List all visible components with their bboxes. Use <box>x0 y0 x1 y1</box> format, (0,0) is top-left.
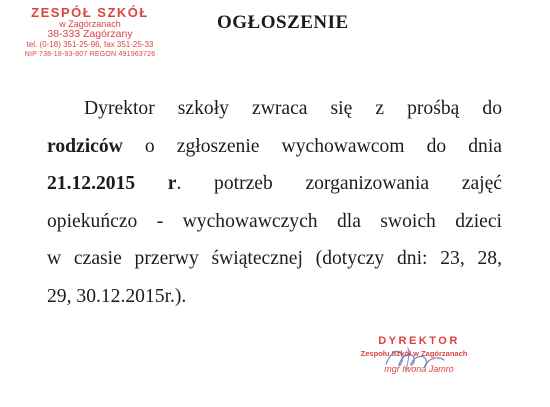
stamp-school-name: ZESPÓŁ SZKÓŁ <box>31 5 149 20</box>
body-emphasis-date: 21.12.2015 r <box>47 173 177 195</box>
stamp-phone-fax: tel. (0-18) 351-25-96, fax 351-25-33 <box>26 40 154 50</box>
body-line-3 <box>47 165 502 203</box>
stamp-nip-regon: NIP 738-18-93-807 REGON 491963726 <box>24 51 156 59</box>
body-line-1: Dyrektor szkoły zwraca się z prośbą do <box>84 98 502 119</box>
body-line-3-rest: . potrzeb zorganizowania zajęć <box>176 173 502 195</box>
body-line-2 <box>47 128 502 166</box>
body-line-4: opiekuńczo - wychowawczych dla swoich dzieci <box>47 210 502 232</box>
body-line-2-rest: o zgłoszenie wychowawcom do dnia <box>122 135 502 157</box>
body-line-5: w czasie przerwy świątecznej (dotyczy dni: 23, 28, <box>47 248 502 270</box>
announcement-body <box>47 90 502 316</box>
page-title: OGŁOSZENIE <box>217 12 349 33</box>
school-stamp <box>0 6 180 59</box>
body-line-6: 29, 30.12.2015r.). <box>47 285 187 307</box>
body-emphasis-parents: rodziców <box>47 135 123 157</box>
handwritten-signature <box>378 340 458 376</box>
director-title: DYREKTOR <box>378 335 460 347</box>
stamp-postal-address: 38-333 Zagórzany <box>47 28 133 41</box>
director-name: mgr Iwona Jamro <box>384 364 454 375</box>
director-school: Zespołu Szkół w Zagórzanach <box>360 348 468 358</box>
stamp-location: w Zagórzanach <box>59 18 121 29</box>
